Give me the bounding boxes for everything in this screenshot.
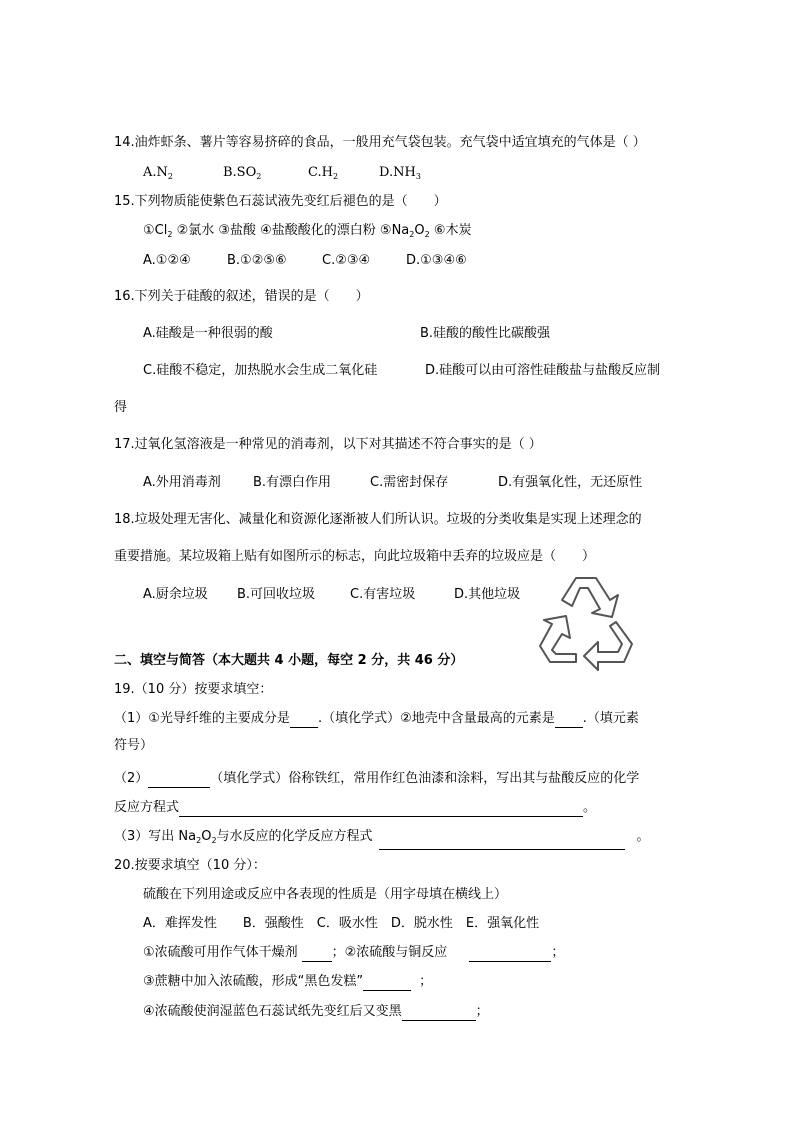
q19-blank-2[interactable] [555, 713, 583, 728]
q20-sub2: ③蔗糖中加入浓硫酸，形成“黑色发糕” ； [143, 974, 433, 989]
q16-option-a: A.硅酸是一种很弱的酸 [143, 326, 273, 341]
q19-part1: （1）①光导纤维的主要成分是 .（填化学式）②地壳中含量最高的元素是 .（填元素 [114, 711, 639, 726]
q16-option-d-continued: 得 [114, 400, 128, 415]
q15-stem: 15.下列物质能使紫色石蕊试液先变红后褪色的是（ ） [114, 194, 447, 209]
q19-blank-4[interactable] [179, 802, 583, 817]
q20-sub3: ④浓硫酸使润湿蓝色石蕊试纸先变红后又变黑 ； [143, 1004, 489, 1019]
q20-blank-2[interactable] [469, 947, 551, 962]
q14-option-a: $A.N_2$ [143, 165, 173, 181]
q14-option-d: $D.NH_3$ [379, 165, 421, 181]
q17-option-d: D.有强氧化性，无还原性 [498, 475, 643, 490]
q17-stem: 17.过氧化氢溶液是一种常见的消毒剂，以下对其描述不符合事实的是（ ） [114, 437, 542, 452]
q20-intro: 硫酸在下列用途或反应中各表现的性质是（用字母填在横线上） [143, 887, 508, 902]
recycle-icon [532, 570, 640, 676]
q15-option-b: B.①②⑤⑥ [227, 253, 287, 268]
q15-option-c: C.②③④ [322, 253, 371, 268]
q19-part2-continued: 反应方程式 。 [114, 800, 597, 815]
q20-blank-4[interactable] [402, 1006, 476, 1021]
q16-stem: 16.下列关于硅酸的叙述，错误的是（ ） [114, 289, 369, 304]
q18-stem-line2: 重要措施。某垃圾箱上贴有如图所示的标志，向此垃圾箱中丢弃的垃圾应是（ ） [114, 549, 596, 564]
q19-stem: 19.（10 分）按要求填空： [114, 682, 273, 697]
q16-option-c: C.硅酸不稳定，加热脱水会生成二氧化硅 [143, 363, 378, 378]
q18-option-d: D.其他垃圾 [454, 587, 521, 602]
q14-option-c: $C.H_2$ [308, 165, 339, 181]
q18-option-a: A.厨余垃圾 [143, 587, 208, 602]
q20-stem: 20.按要求填空（10 分）： [114, 858, 266, 873]
q19-blank-5[interactable] [379, 835, 625, 850]
q18-option-b: B.可回收垃圾 [237, 587, 316, 602]
q19-part2: （2） （填化学式）俗称铁红，常用作红色油漆和涂料，写出其与盐酸反应的化学 [114, 771, 640, 786]
q15-items: $①Cl_2$ ②氯水 ③盐酸 ④盐酸酸化的漂白粉 $⑤Na_2O_2$ ⑥木炭 [143, 223, 472, 239]
section-2-heading: 二、填空与简答（本大题共 4 小题，每空 2 分，共 46 分） [114, 653, 464, 668]
q20-blank-3[interactable] [363, 976, 411, 991]
q19-blank-3[interactable] [148, 773, 210, 788]
q14-option-b: $B.SO_2$ [223, 165, 262, 181]
q17-option-a: A.外用消毒剂 [143, 475, 221, 490]
q20-blank-1[interactable] [302, 947, 332, 962]
q19-blank-1[interactable] [290, 713, 318, 728]
q18-stem-line1: 18.垃圾处理无害化、减量化和资源化逐渐被人们所认识。垃圾的分类收集是实现上述理念的 [114, 512, 642, 527]
q18-option-c: C.有害垃圾 [350, 587, 416, 602]
q20-sub1: ①浓硫酸可用作气体干燥剂 ；②浓硫酸与铜反应 ； [143, 945, 565, 960]
q19-part3: （3）写出 $Na_2O_2$与水反应的化学反应方程式 。 [114, 828, 650, 850]
q15-option-d: D.①③④⑥ [406, 253, 467, 268]
q15-option-a: A.①②④ [143, 253, 191, 268]
q17-option-c: C.需密封保存 [370, 475, 449, 490]
q19-part1-continued: 符号） [114, 738, 154, 753]
q14-stem: 14.油炸虾条、薯片等容易挤碎的食品，一般用充气袋包装。充气袋中适宜填充的气体是（ ） [114, 135, 646, 150]
q16-option-d: D.硅酸可以由可溶性硅酸盐与盐酸反应制 [425, 363, 661, 378]
q17-option-b: B.有漂白作用 [253, 475, 332, 490]
q20-properties: A．难挥发性 B．强酸性 C．吸水性 D．脱水性 E．强氧化性 [143, 916, 540, 931]
q16-option-b: B.硅酸的酸性比碳酸强 [420, 326, 551, 341]
